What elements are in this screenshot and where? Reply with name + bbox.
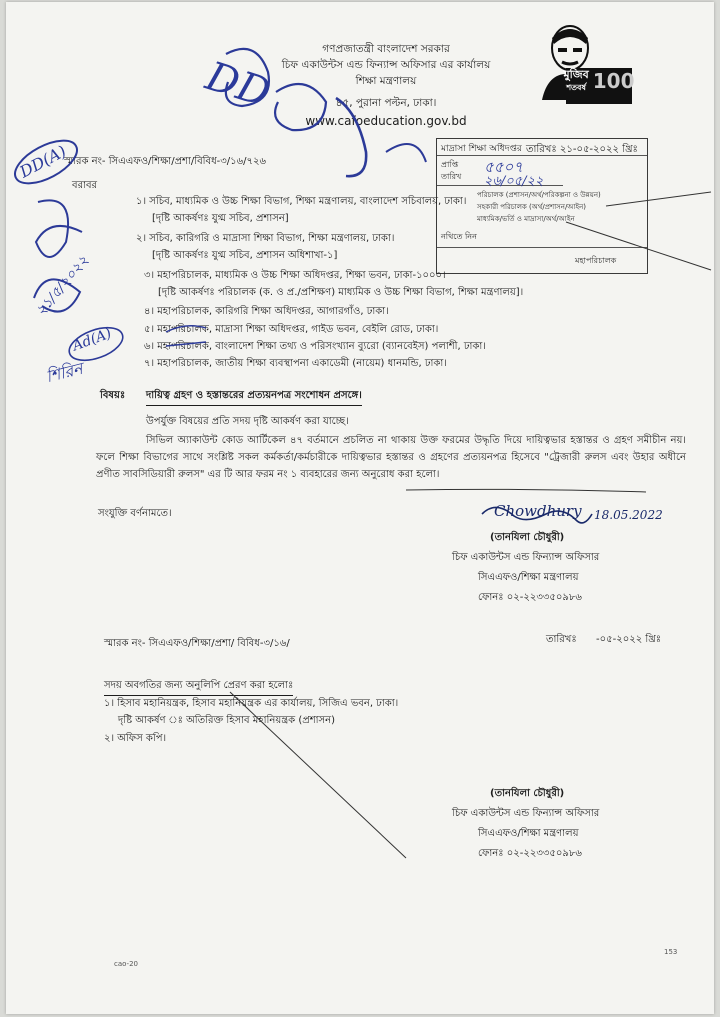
memo-2-number: স্মারক নং- সিএএফও/শিক্ষা/প্রশা/ বিবিধ-৩/১৬/	[104, 638, 290, 649]
signature-1-date: 18.05.2022	[594, 508, 663, 522]
signature-1-phone: ফোনঃ ০২-২২৩৩৫০৯৮৬	[478, 592, 582, 603]
recipient-3-attention: [দৃষ্টি আকর্ষণঃ পরিচালক (ক. ও প্র./প্রশিক্ষণ) মাধ্যমিক ও উচ্চ শিক্ষা বিভাগ, শিক্ষা মন্ত্রণালয়]।	[158, 287, 524, 298]
stamp-row-file: নথিতে নিন	[441, 232, 477, 241]
stamp-row-received: প্রাপ্তি	[441, 160, 459, 169]
stamp-row-director: পরিচালক (প্রশাসন/অর্থ/পরিকল্পনা ও উন্নয়ন)	[477, 191, 601, 199]
handwritten-initial: শিরিন	[44, 358, 85, 387]
stamp-handwritten-date: ২৬/০৫/২২	[484, 174, 544, 189]
logo-number: 100	[592, 69, 635, 93]
copy-1-attention: দৃষ্টি আকর্ষণ ঃ অতিরিক্ত হিসাব মহানিয়ন্ত্রক (প্রশাসন)	[118, 715, 335, 726]
header-line1: গণপ্রজাতন্ত্রী বাংলাদেশ সরকার	[322, 43, 450, 55]
footer-page-number: 153	[664, 948, 678, 956]
stamp-row-secondary: মাধ্যমিক/ভর্তি ও মাদ্রাসা/অর্থ/আইন	[477, 215, 575, 223]
stamp-footer: মহাপরিচালক	[575, 256, 617, 265]
signature-1-scrawl: Chowdhury	[494, 502, 582, 520]
copy-intro: সদয় অবগতির জন্য অনুলিপি প্রেরণ করা হলোঃ	[104, 678, 293, 696]
recipient-1: ১। সচিব, মাধ্যমিক ও উচ্চ শিক্ষা বিভাগ, শিক্ষা মন্ত্রণালয়, বাংলাদেশ সচিবালয়, ঢাকা।	[136, 196, 467, 207]
handwritten-date-note: ২১/৫/২০২২	[32, 252, 93, 320]
signature-2-name: (তানযিলা চৌধুরী)	[490, 788, 565, 799]
subject-text: দায়িত্ব গ্রহণ ও হস্তান্তরের প্রত্যয়নপত্র সংশোধন প্রসঙ্গে।	[146, 388, 362, 406]
recipient-2-attention: [দৃষ্টি আকর্ষণঃ যুগ্ম সচিব, প্রশাসন অধিশাখা-১]	[152, 250, 338, 261]
stamp-title: মাদ্রাসা শিক্ষা অধিদপ্তর	[441, 144, 522, 154]
signature-1-office: সিএএফও/শিক্ষা মন্ত্রণালয়	[478, 572, 579, 583]
header-line3: শিক্ষা মন্ত্রণালয়	[355, 75, 417, 87]
copy-1: ১। হিসাব মহানিয়ন্ত্রক, হিসাব মহানিয়ন্ত্রক এর কার্যালয়, সিজিএ ভবন, ঢাকা।	[104, 698, 399, 709]
recipient-3: ৩। মহাপরিচালক, মাধ্যমিক ও উচ্চ শিক্ষা অধিদপ্তর, শিক্ষা ভবন, ঢাকা-১০০০।	[144, 270, 446, 281]
handwritten-dd-large: DD	[200, 53, 276, 117]
recipient-6: ৬। মহাপরিচালক, বাংলাদেশ শিক্ষা তথ্য ও পরিসংখ্যান ব্যুরো (ব্যানবেইস) পলাশী, ঢাকা।	[144, 341, 486, 352]
body-paragraph-1: উপর্যুক্ত বিষয়ের প্রতি সদয় দৃষ্টি আকর্ষণ করা যাচ্ছে।	[146, 416, 349, 427]
subject-label: বিষয়ঃ	[100, 390, 126, 401]
recipient-1-attention: [দৃষ্টি আকর্ষণঃ যুগ্ম সচিব, প্রশাসন]	[152, 213, 289, 224]
handwritten-ad-a: Ad(A)	[70, 325, 114, 355]
stamp-row-asst: সহকারী পরিচালক (অর্থ/প্রশাসন/আইন)	[477, 203, 587, 211]
to-label: বরাবর	[72, 180, 98, 191]
recipient-2: ২। সচিব, কারিগরি ও মাদ্রাসা শিক্ষা বিভাগ, শিক্ষা মন্ত্রণালয়, ঢাকা।	[136, 233, 395, 244]
recipient-4: ৪। মহাপরিচালক, কারিগরি শিক্ষা অধিদপ্তর, আগারগাঁও, ঢাকা।	[144, 306, 389, 317]
document-page	[6, 2, 714, 1014]
handwritten-dd-a: DD(A)	[16, 141, 70, 182]
header-line2: চিফ একাউন্টস এন্ড ফিন্যান্স অফিসার এর কার্যালয়	[281, 59, 491, 71]
signature-1-designation: চিফ একাউন্টস এন্ড ফিন্যান্স অফিসার	[452, 552, 600, 563]
logo-line2: শতবর্ষ	[566, 83, 586, 92]
ink-strokes-overlay	[6, 2, 714, 1014]
recipient-5: ৫। মহাপরিচালক, মাদ্রাসা শিক্ষা অধিদপ্তর, গাইড ভবন, বেইলি রোড, ঢাকা।	[144, 324, 439, 335]
memo-2-date-label: তারিখঃ	[546, 634, 577, 645]
header-line4: ৪৫, পুরানা পল্টন, ঢাকা।	[335, 97, 437, 109]
logo-line1: মুজিব	[563, 68, 589, 81]
recipient-7: ৭। মহাপরিচালক, জাতীয় শিক্ষা ব্যবস্থাপনা একাডেমী (নায়েম) ধানমন্ডি, ঢাকা।	[144, 358, 447, 369]
stamp-handwritten-number: ৫৫০৭	[484, 158, 523, 176]
signature-2-office: সিএএফও/শিক্ষা মন্ত্রণালয়	[478, 828, 579, 839]
header-website: www.cafoeducation.gov.bd	[305, 114, 467, 128]
body-paragraph-2: সিভিল অ্যাকাউন্ট কোড আর্টিকেল ৪৭ বর্তমানে প্রচলিত না থাকায় উক্ত ফরমের উদ্ধৃতি দিয়ে দায়িত্বভার হস্তান্তর ও গ্রহণ সমীচীন নয়। ফলে শিক্ষা বিভাগের সাথে সংশ্লিষ্ট সকল কর্মকর্তা/কর্মচারীকে দায়িত্বভার হস্তান্তর ও গ্রহণের প্রত্যয়নপত্র হিসেবে "ট্রেজারী রুলস এবং উহার অধীনে প্রণীত সাবসিডিয়ারী রুলস" এর টি আর ফরম নং ১ ব্যবহারের জন্য অনুরোধ করা হলো।	[96, 435, 686, 480]
signature-1-name: (তানযিলা চৌধুরী)	[490, 532, 565, 543]
attachment-note: সংযুক্তি বর্ণনামতে।	[98, 508, 172, 519]
memo-2-date-value: -০৫-২০২২ খ্রিঃ	[596, 634, 662, 645]
memo-number: স্মারক নং- সিএএফও/শিক্ষা/প্রশা/বিবিধ-৩/১৬/৭২৬	[64, 156, 267, 167]
memo-date: তারিখঃ ২১-০৫-২০২২ খ্রিঃ	[526, 144, 638, 155]
copy-2: ২। অফিস কপি।	[104, 733, 167, 744]
signature-2-phone: ফোনঃ ০২-২২৩৩৫০৯৮৬	[478, 848, 582, 859]
stamp-row-date: তারিখ	[441, 172, 462, 181]
footer-code: cao-20	[114, 960, 138, 968]
signature-2-designation: চিফ একাউন্টস এন্ড ফিন্যান্স অফিসার	[452, 808, 600, 819]
